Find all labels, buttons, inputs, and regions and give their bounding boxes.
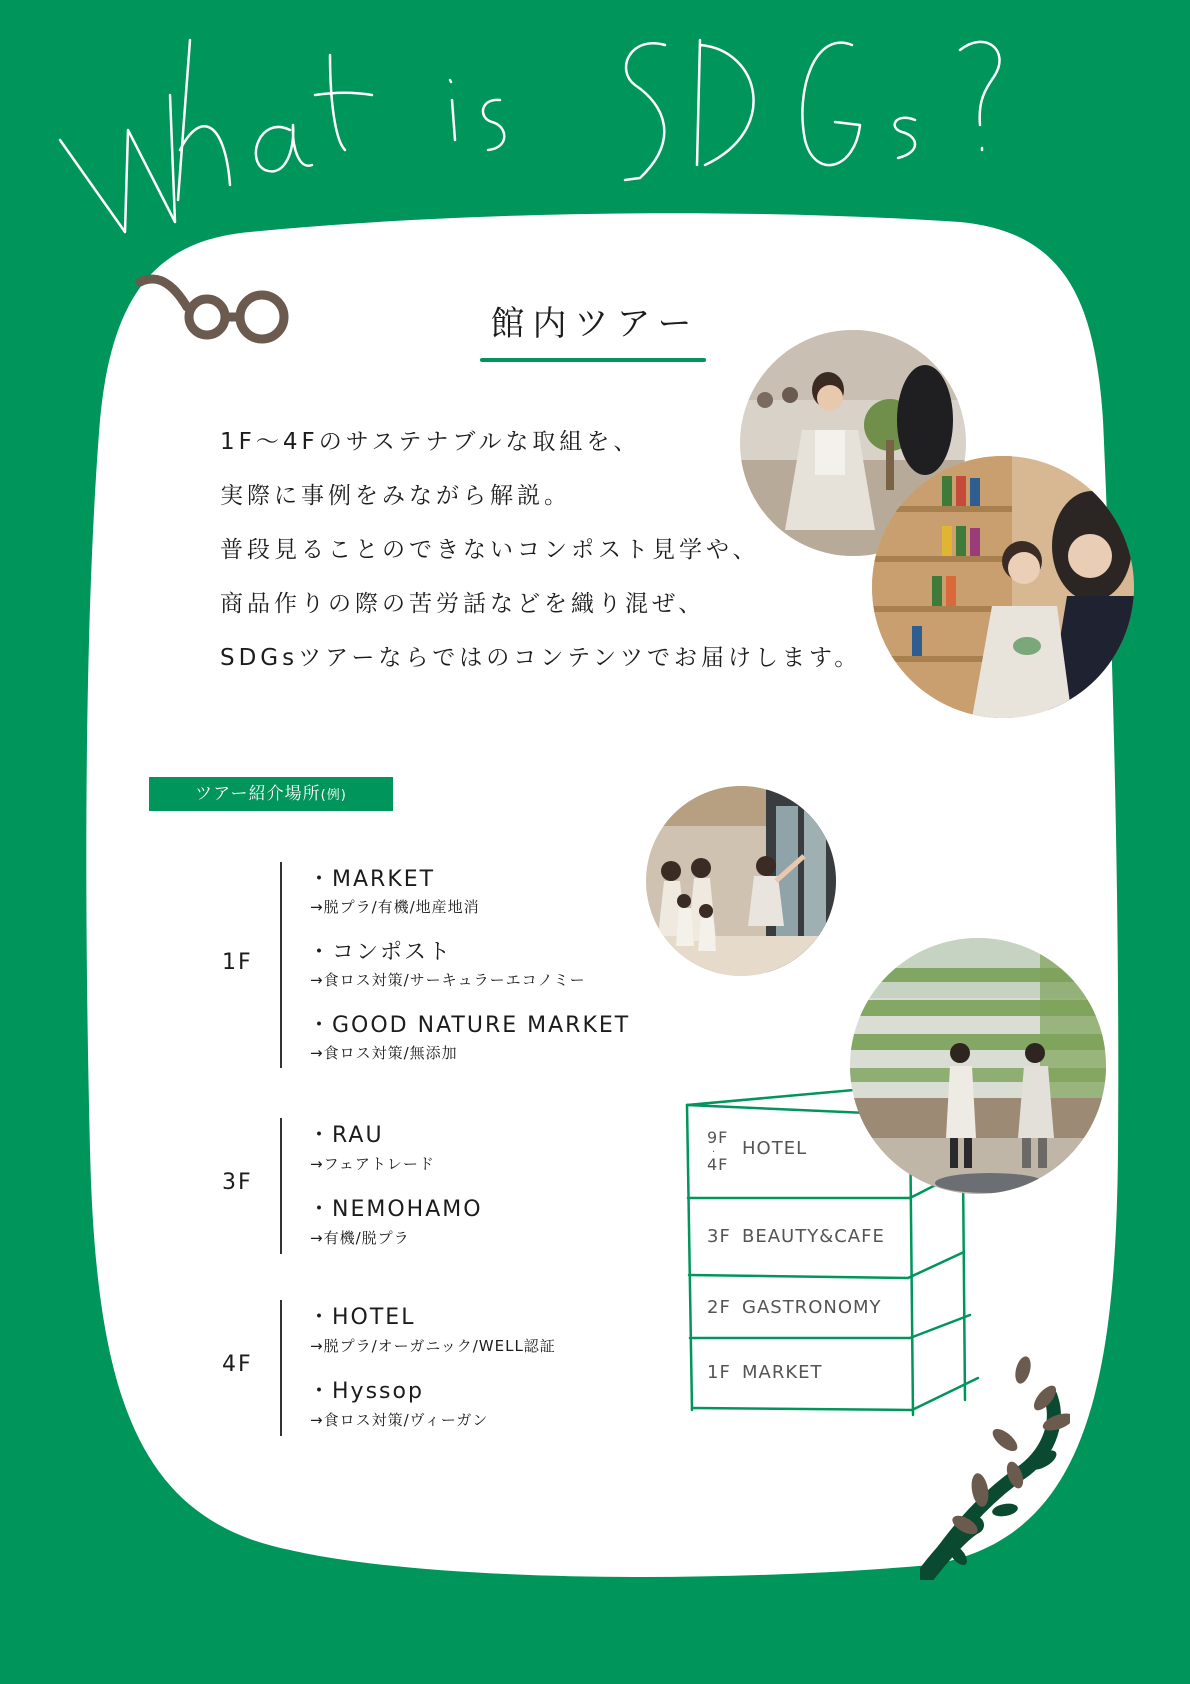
place-name: ・コンポスト bbox=[308, 940, 453, 965]
building-floor-name: MARKET bbox=[742, 1362, 823, 1383]
page-heading-handwritten bbox=[0, 0, 1190, 250]
photo-green-atrium bbox=[850, 938, 1106, 1194]
building-hotel-top-floor: 9F bbox=[707, 1128, 729, 1147]
floor-label-3f: 3F bbox=[222, 1170, 253, 1195]
place-name: ・GOOD NATURE MARKET bbox=[308, 1013, 631, 1038]
place-desc: →食ロス対策/サーキュラーエコノミー bbox=[310, 971, 586, 989]
floor-divider bbox=[280, 1300, 282, 1436]
floor-divider bbox=[280, 862, 282, 1068]
intro-line: 普段見ることのできないコンポスト見学や、 bbox=[220, 537, 760, 563]
tour-places-label bbox=[149, 777, 393, 811]
place-desc: →有機/脱プラ bbox=[310, 1229, 410, 1247]
tour-places-label-text: ツアー紹介場所 bbox=[195, 784, 321, 804]
building-floor-name: GASTRONOMY bbox=[742, 1297, 882, 1318]
place-name: ・RAU bbox=[308, 1123, 384, 1148]
building-floor-number: 2F bbox=[707, 1297, 731, 1318]
section-title: 館内ツアー bbox=[490, 304, 700, 344]
building-hotel-label: HOTEL bbox=[742, 1138, 808, 1159]
place-desc: →食ロス対策/ヴィーガン bbox=[310, 1411, 489, 1429]
photo-product-shelves bbox=[872, 456, 1134, 718]
floor-label-1f: 1F bbox=[222, 950, 253, 975]
intro-line: SDGsツアーならではのコンテンツでお届けします。 bbox=[220, 645, 862, 671]
place-desc: →食ロス対策/無添加 bbox=[310, 1044, 458, 1062]
floor-label-4f: 4F bbox=[222, 1352, 253, 1377]
floor-divider bbox=[280, 1118, 282, 1254]
place-name: ・MARKET bbox=[308, 867, 436, 892]
title-underline bbox=[480, 358, 706, 362]
intro-line: 1F〜4Fのサステナブルな取組を、 bbox=[220, 429, 641, 455]
glasses-icon bbox=[132, 272, 302, 347]
building-hotel-range-dot: · bbox=[712, 1147, 717, 1158]
place-name: ・HOTEL bbox=[308, 1305, 416, 1330]
intro-line: 商品作りの際の苦労話などを織り混ぜ、 bbox=[220, 591, 706, 617]
place-name: ・NEMOHAMO bbox=[308, 1197, 483, 1222]
intro-line: 実際に事例をみながら解説。 bbox=[220, 483, 571, 509]
building-floor-number: 3F bbox=[707, 1226, 731, 1247]
place-desc: →フェアトレード bbox=[310, 1155, 435, 1173]
tour-places-label-suffix: (例) bbox=[320, 788, 347, 803]
place-desc: →脱プラ/有機/地産地消 bbox=[310, 898, 480, 916]
building-floor-name: BEAUTY&CAFE bbox=[742, 1226, 885, 1247]
place-desc: →脱プラ/オーガニック/WELL認証 bbox=[310, 1337, 556, 1355]
sprout-icon bbox=[920, 1350, 1070, 1580]
building-floor-number: 1F bbox=[707, 1362, 731, 1383]
building-hotel-bottom-floor: 4F bbox=[707, 1155, 729, 1174]
photo-group-corridor bbox=[646, 786, 836, 976]
place-name: ・Hyssop bbox=[308, 1379, 424, 1404]
